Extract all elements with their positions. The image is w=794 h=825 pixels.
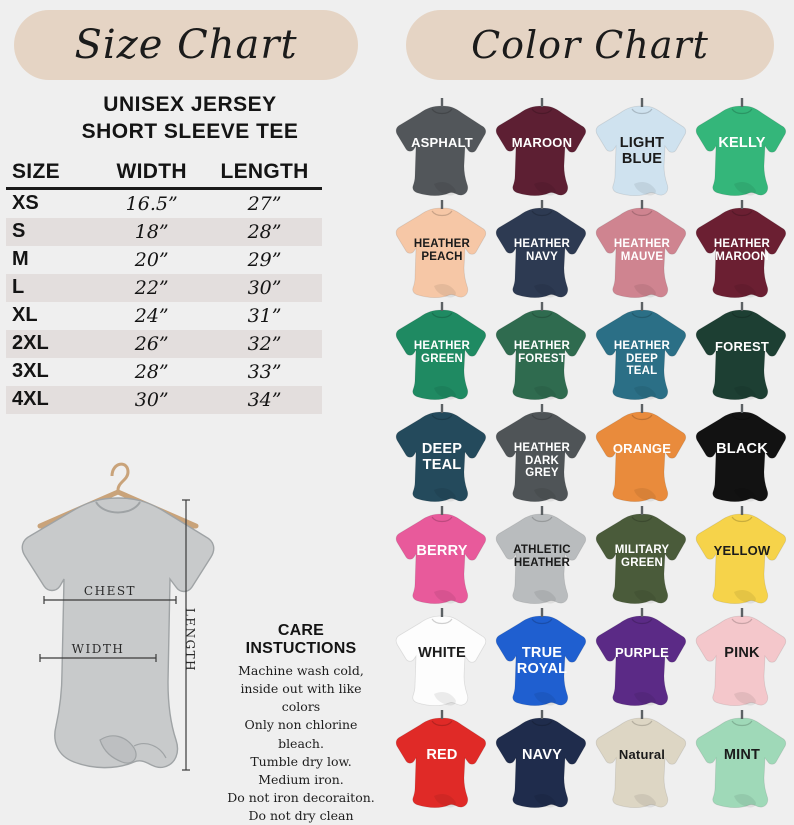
color-swatch-label: MILITARY GREEN: [614, 544, 670, 569]
care-instruction-line: Machine wash cold,: [238, 663, 364, 678]
width-cell: 24”: [134, 304, 169, 327]
color-swatch-label: KELLY: [718, 135, 766, 151]
color-swatch[interactable]: [492, 704, 592, 804]
care-instructions-body: [222, 662, 380, 825]
color-swatch[interactable]: [692, 602, 792, 702]
color-swatch-label: RED: [426, 747, 458, 763]
size-chart-banner: [14, 10, 358, 80]
color-swatch[interactable]: [692, 194, 792, 294]
size-chart-title: Size Chart: [74, 22, 298, 68]
color-swatch[interactable]: [692, 296, 792, 396]
color-swatch[interactable]: [492, 92, 592, 192]
color-swatch[interactable]: [492, 194, 592, 294]
color-swatch[interactable]: [392, 704, 492, 804]
care-instruction-line: Tumble dry low.: [250, 753, 352, 769]
color-chart-title: Color Chart: [471, 23, 709, 67]
color-swatch-label: HEATHER PEACH: [413, 238, 471, 263]
size-chart-panel: [0, 0, 380, 823]
care-instruction-line: Do not iron decoraiton.: [227, 789, 375, 805]
color-swatch[interactable]: [492, 500, 592, 600]
size-cell: S: [12, 220, 26, 242]
size-table-header-length: LENGTH: [220, 160, 309, 183]
table-row: [6, 386, 322, 414]
color-swatch[interactable]: [392, 296, 492, 396]
color-swatch-label: Natural: [618, 747, 666, 762]
color-swatch[interactable]: [692, 704, 792, 804]
color-swatch[interactable]: [692, 500, 792, 600]
length-cell: 33”: [247, 360, 282, 383]
product-title: [0, 92, 380, 146]
color-swatch-label: ORANGE: [612, 441, 672, 456]
size-cell: XS: [12, 192, 39, 214]
color-swatch[interactable]: [592, 92, 692, 192]
color-swatch[interactable]: [692, 398, 792, 498]
tshirt-diagram-svg: [0, 440, 250, 794]
color-swatch[interactable]: [392, 194, 492, 294]
product-title-line-2: SHORT SLEEVE TEE: [81, 119, 299, 143]
table-row: [6, 330, 322, 358]
care-instruction-line: Do not dry clean: [248, 808, 354, 823]
color-swatch-label: NAVY: [521, 747, 562, 763]
care-instruction-line: inside out with like colors: [240, 681, 362, 715]
size-cell: 2XL: [12, 332, 49, 354]
length-cell: 34”: [247, 388, 282, 411]
table-row: [6, 246, 322, 274]
color-swatch-label: ATHLETIC HEATHER: [513, 544, 571, 569]
color-swatch-label: FOREST: [715, 339, 769, 354]
size-cell: 4XL: [12, 388, 49, 410]
size-cell: XL: [12, 304, 38, 326]
width-measure-label: WIDTH: [71, 642, 125, 656]
color-swatch-label: HEATHER DARK GREY: [513, 442, 571, 480]
color-swatch[interactable]: [492, 602, 592, 702]
size-cell: L: [12, 276, 25, 298]
table-row: [6, 189, 322, 219]
color-swatch[interactable]: [592, 602, 692, 702]
color-swatch[interactable]: [592, 194, 692, 294]
length-measure-label: LENGTH: [183, 607, 197, 673]
color-swatch[interactable]: [692, 92, 792, 192]
color-swatch-label: PINK: [724, 645, 760, 661]
tshirt-measurement-diagram: [0, 440, 250, 794]
width-cell: 26”: [134, 332, 169, 355]
length-cell: 28”: [247, 220, 282, 243]
color-swatch-label: DEEP TEAL: [421, 441, 463, 473]
color-chart-panel: [382, 0, 794, 794]
size-table-header-width: WIDTH: [116, 160, 187, 183]
length-cell: 30”: [247, 276, 282, 299]
color-swatch[interactable]: [392, 398, 492, 498]
size-table: [6, 158, 322, 414]
color-swatch-label: MAROON: [511, 135, 573, 150]
table-row: [6, 218, 322, 246]
width-cell: 18”: [134, 220, 169, 243]
color-swatch-label: HEATHER GREEN: [413, 340, 471, 365]
color-swatch-label: HEATHER NAVY: [513, 238, 571, 263]
width-cell: 16.5”: [125, 192, 178, 215]
color-swatch-label: WHITE: [418, 645, 466, 661]
color-swatch-label: HEATHER DEEP TEAL: [613, 340, 671, 378]
color-swatch[interactable]: [392, 500, 492, 600]
color-swatch-label: HEATHER FOREST: [513, 340, 571, 365]
table-row: [6, 302, 322, 330]
size-table-header-size: SIZE: [12, 160, 60, 183]
color-swatch-label: HEATHER MAUVE: [613, 238, 671, 263]
length-cell: 27”: [247, 192, 282, 215]
color-swatch-label: MINT: [723, 747, 761, 763]
color-swatch-label: ASPHALT: [411, 135, 473, 150]
color-swatch-label: PURPLE: [615, 645, 669, 660]
care-instructions: [222, 622, 380, 825]
color-swatch[interactable]: [592, 704, 692, 804]
width-cell: 28”: [134, 360, 169, 383]
length-cell: 31”: [247, 304, 282, 327]
table-row: [6, 274, 322, 302]
care-instructions-title: CARE INSTUCTIONS: [245, 622, 357, 657]
width-cell: 30”: [134, 388, 169, 411]
color-swatch-label: YELLOW: [713, 543, 771, 558]
color-swatch-label: HEATHER MAROON: [713, 238, 771, 263]
length-cell: 29”: [247, 248, 282, 271]
color-swatch[interactable]: [492, 296, 592, 396]
width-cell: 22”: [134, 276, 169, 299]
size-cell: 3XL: [12, 360, 49, 382]
size-cell: M: [12, 248, 29, 270]
color-swatch-label: BLACK: [716, 441, 768, 457]
color-swatch-label: BERRY: [416, 543, 468, 559]
product-title-line-1: UNISEX JERSEY: [103, 93, 277, 116]
color-swatch[interactable]: [392, 602, 492, 702]
width-cell: 20”: [134, 248, 169, 271]
chest-measure-label: CHEST: [83, 584, 137, 598]
color-swatch-label: TRUE ROYAL: [516, 645, 568, 677]
color-swatch[interactable]: [592, 398, 692, 498]
color-swatch[interactable]: [492, 398, 592, 498]
care-instruction-line: Medium iron.: [258, 771, 344, 787]
color-chart-banner: [406, 10, 774, 80]
color-swatch[interactable]: [392, 92, 492, 192]
color-swatch[interactable]: [592, 296, 692, 396]
care-instruction-line: Only non chlorine bleach.: [244, 717, 358, 751]
size-table-header-row: [6, 158, 322, 189]
table-row: [6, 358, 322, 386]
color-swatch[interactable]: [592, 500, 692, 600]
color-swatch-label: LIGHT BLUE: [619, 135, 665, 167]
length-cell: 32”: [247, 332, 282, 355]
color-swatch-grid: [392, 92, 792, 804]
